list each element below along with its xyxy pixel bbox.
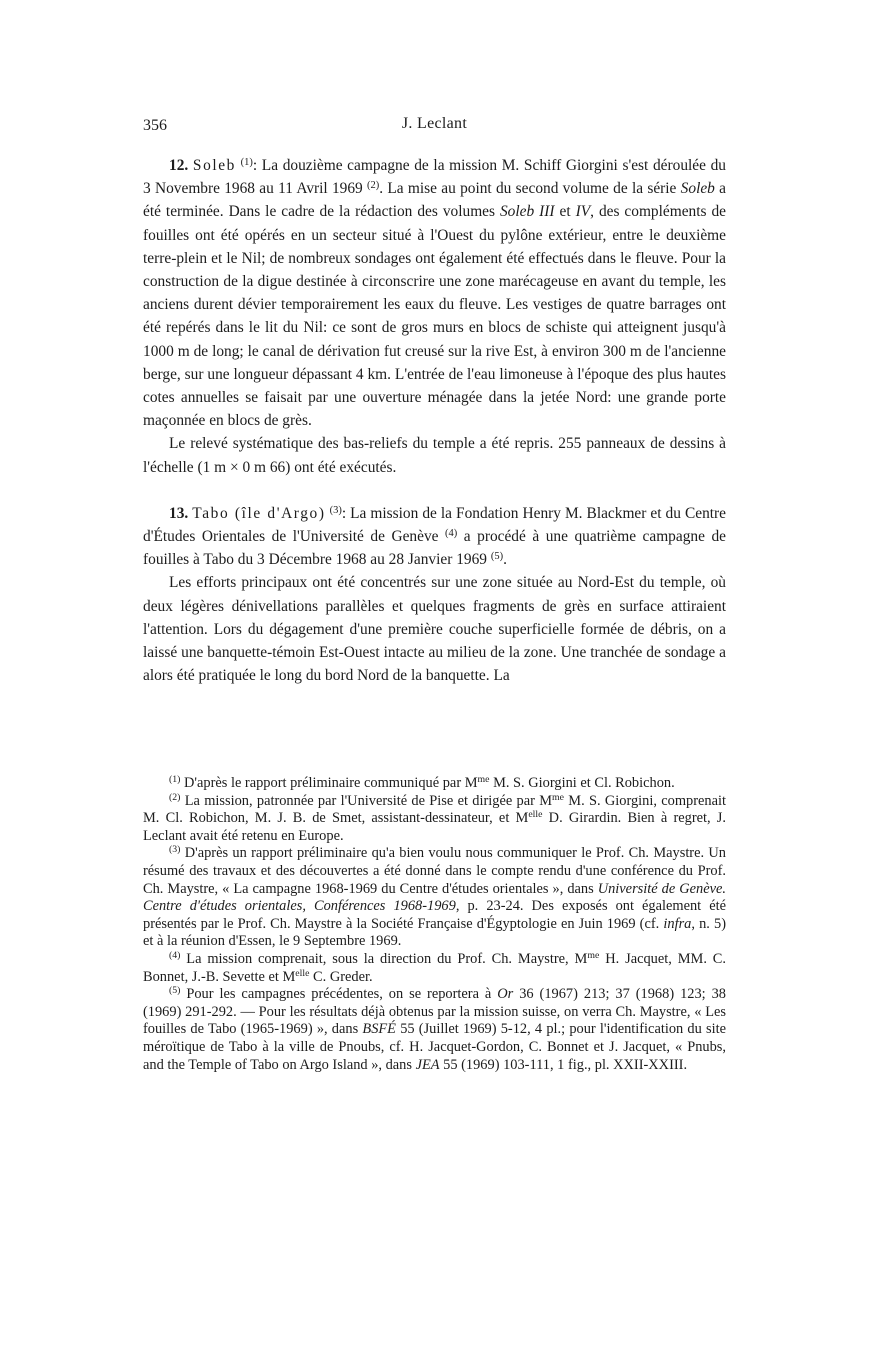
footnote-text: 55 (1969) 103-111, 1 fig., pl. XXII-XXIII. [439, 1056, 688, 1073]
section-13-paragraph-1 [143, 502, 726, 572]
title-abbrev: me [552, 791, 564, 803]
footnote-text: 55 (Juillet 1969) 5-12, 4 pl.; pour l'identification du site méroïtique de Tabo à la ville de Pnoubs, cf. H. Jacquet-Gordon, C. Bonnet et J. Jacquet, « Pnubs, and the Temple of Tabo on Argo Island », dans [143, 1021, 727, 1073]
footnote-text: C. Greder. [309, 968, 373, 985]
footnote-text: H. Jacquet, MM. C. Bonnet, J.-B. Sevette et M [143, 950, 727, 985]
footnotes [143, 775, 726, 1074]
paragraph-text: : La mission de la Fondation Henry M. Blackmer et du Centre d'Études Orientales de l'Université de Genève [143, 504, 727, 546]
body-text [143, 154, 726, 687]
publication-title: Université de Genève. Centre d'études orientales, Conférences 1968-1969 [143, 880, 726, 915]
footnote-mark: (3) [169, 844, 181, 856]
journal-abbrev: BSFÉ [362, 1021, 396, 1038]
footnote-mark: (2) [169, 791, 181, 803]
footnote-ref: (3) [329, 504, 342, 516]
footnote-3 [143, 845, 726, 951]
footnote-2 [143, 793, 726, 846]
footnote-mark: (4) [169, 950, 181, 962]
footnote-text: Pour les campagnes précédentes, on se reportera à [180, 986, 498, 1003]
running-title: J. Leclant [401, 115, 468, 132]
section-number: 13. [169, 504, 189, 522]
footnote-text: M. S. Giorgini et Cl. Robichon. [489, 775, 675, 791]
journal-abbrev: JEA [415, 1056, 440, 1073]
paragraph-text: et [554, 203, 576, 221]
footnote-mark: (5) [169, 985, 181, 997]
journal-abbrev: Or [497, 986, 514, 1003]
volume-title: Soleb III [499, 203, 555, 221]
title-abbrev: me [477, 774, 490, 786]
site-name: Tabo (île d'Argo) [192, 504, 326, 522]
section-12-paragraph-1 [143, 154, 726, 432]
footnote-text: D'après un rapport préliminaire qu'a bien voulu nous communiquer le Prof. Ch. Maystre. Un résumé des travaux et des découvertes a été donné dans le compte rendu d'une conférence du Prof. Ch. Maystre, « La campagne 1968-1969 du Centre d'études orientales », dans [143, 845, 726, 897]
footnote-ref: (5) [490, 551, 504, 563]
section-gap [143, 479, 726, 502]
footnote-5 [143, 986, 726, 1074]
footnote-mark: (1) [169, 774, 181, 786]
footnote-text: 36 (1967) 213; 37 (1968) 123; 38 (1969) 291-292. — Pour les résultats déjà obtenus par la mission suisse, on verra Ch. Maystre, « Les fouilles de Tabo (1965-1969) », dans [143, 986, 726, 1038]
title-abbrev: elle [528, 809, 543, 821]
series-title: Soleb [680, 180, 715, 198]
title-abbrev: me [587, 950, 600, 962]
section-13-paragraph-2: Les efforts principaux ont été concentrés sur une zone située au Nord-Est du temple, où deux légères dénivellations parallèles et quelques fragments de grès en surface attiraient l'attention. Lors du dégagement d'une première couche superficielle formée de débris, on a laissé une banquette-témoin Est-Ouest intacte au milieu de la zone. Une tranchée de sondage a alors été pratiquée le long du bord Nord de la banquette. La [143, 574, 726, 685]
cross-reference: infra [663, 915, 692, 932]
footnote-text: D'après le rapport préliminaire communiqué par M [180, 775, 478, 791]
site-name: Soleb [192, 157, 236, 174]
footnote-ref: (4) [445, 527, 458, 539]
paragraph-text: , des compléments de fouilles ont été opérés en un secteur situé à l'Ouest du pylône extérieur, entre le deuxième terre-plein et le Nil; de nombreux sondages ont également été effectués dans le fleuve. Pour la construction de la digue destinée à circonscrire une zone marécageuse en avant du temple, les anciens durent dévier temporairement les eaux du fleuve. Les vestiges de quatre barrages ont été repérés dans le lit du Nil: ce sont de gros murs en blocs de schiste qui atteignent jusqu'à 1000 m de long; le canal de dérivation fut creusé sur la rive Est, à environ 300 m de l'ancienne berge, sur une longueur dépassant 4 km. L'entrée de l'eau limoneuse à l'époque des plus hautes cotes annuelles se faisait par une ouverture ménagée dans la jetée Nord: une grande porte maçonnée en blocs de grès. [143, 203, 726, 430]
running-head [143, 115, 726, 137]
footnote-ref: (1) [240, 156, 253, 168]
paragraph-text: a été terminée. Dans le cadre de la rédaction des volumes [143, 180, 726, 221]
page-number: 356 [143, 117, 167, 134]
footnote-1 [143, 775, 726, 793]
footnote-text: La mission, patronnée par l'Université de Pise et dirigée par M [180, 792, 553, 809]
footnote-ref: (2) [367, 179, 380, 191]
footnote-text: La mission comprenait, sous la direction du Prof. Ch. Maystre, M [180, 950, 588, 967]
footnote-4 [143, 951, 726, 986]
section-12-paragraph-2: Le relevé systématique des bas-reliefs du temple a été repris. 255 panneaux de dessins à l'échelle (1 m × 0 m 66) ont été exécutés. [143, 435, 726, 476]
paragraph-text: a procédé à une quatrième campagne de fouilles à Tabo du 3 Décembre 1968 au 28 Janvier 1969 [143, 528, 726, 569]
title-abbrev: elle [295, 967, 310, 979]
paragraph-text: . La mise au point du second volume de la série [379, 180, 681, 198]
paragraph-text: : La douzième campagne de la mission M. Schiff Giorgini s'est déroulée du 3 Novembre 1968 au 11 Avril 1969 [143, 157, 726, 198]
footnote-text: , n. 5) et à la réunion d'Essen, le 9 Septembre 1969. [143, 915, 726, 950]
footnote-text: M. S. Giorgini, comprenait M. Cl. Robichon, M. J. B. de Smet, assistant-dessinateur, et M [143, 792, 727, 827]
paragraph-text: . [503, 551, 507, 569]
section-number: 12. [169, 157, 189, 174]
footnote-text: D. Girardin. Bien à regret, J. Leclant avait été retenu en Europe. [143, 810, 727, 844]
volume-title: IV [575, 203, 591, 221]
footnote-text: , p. 23-24. Des exposés ont également été présentés par le Prof. Ch. Maystre à la Société Française d'Égyptologie en Juin 1969 (cf. [143, 898, 727, 932]
